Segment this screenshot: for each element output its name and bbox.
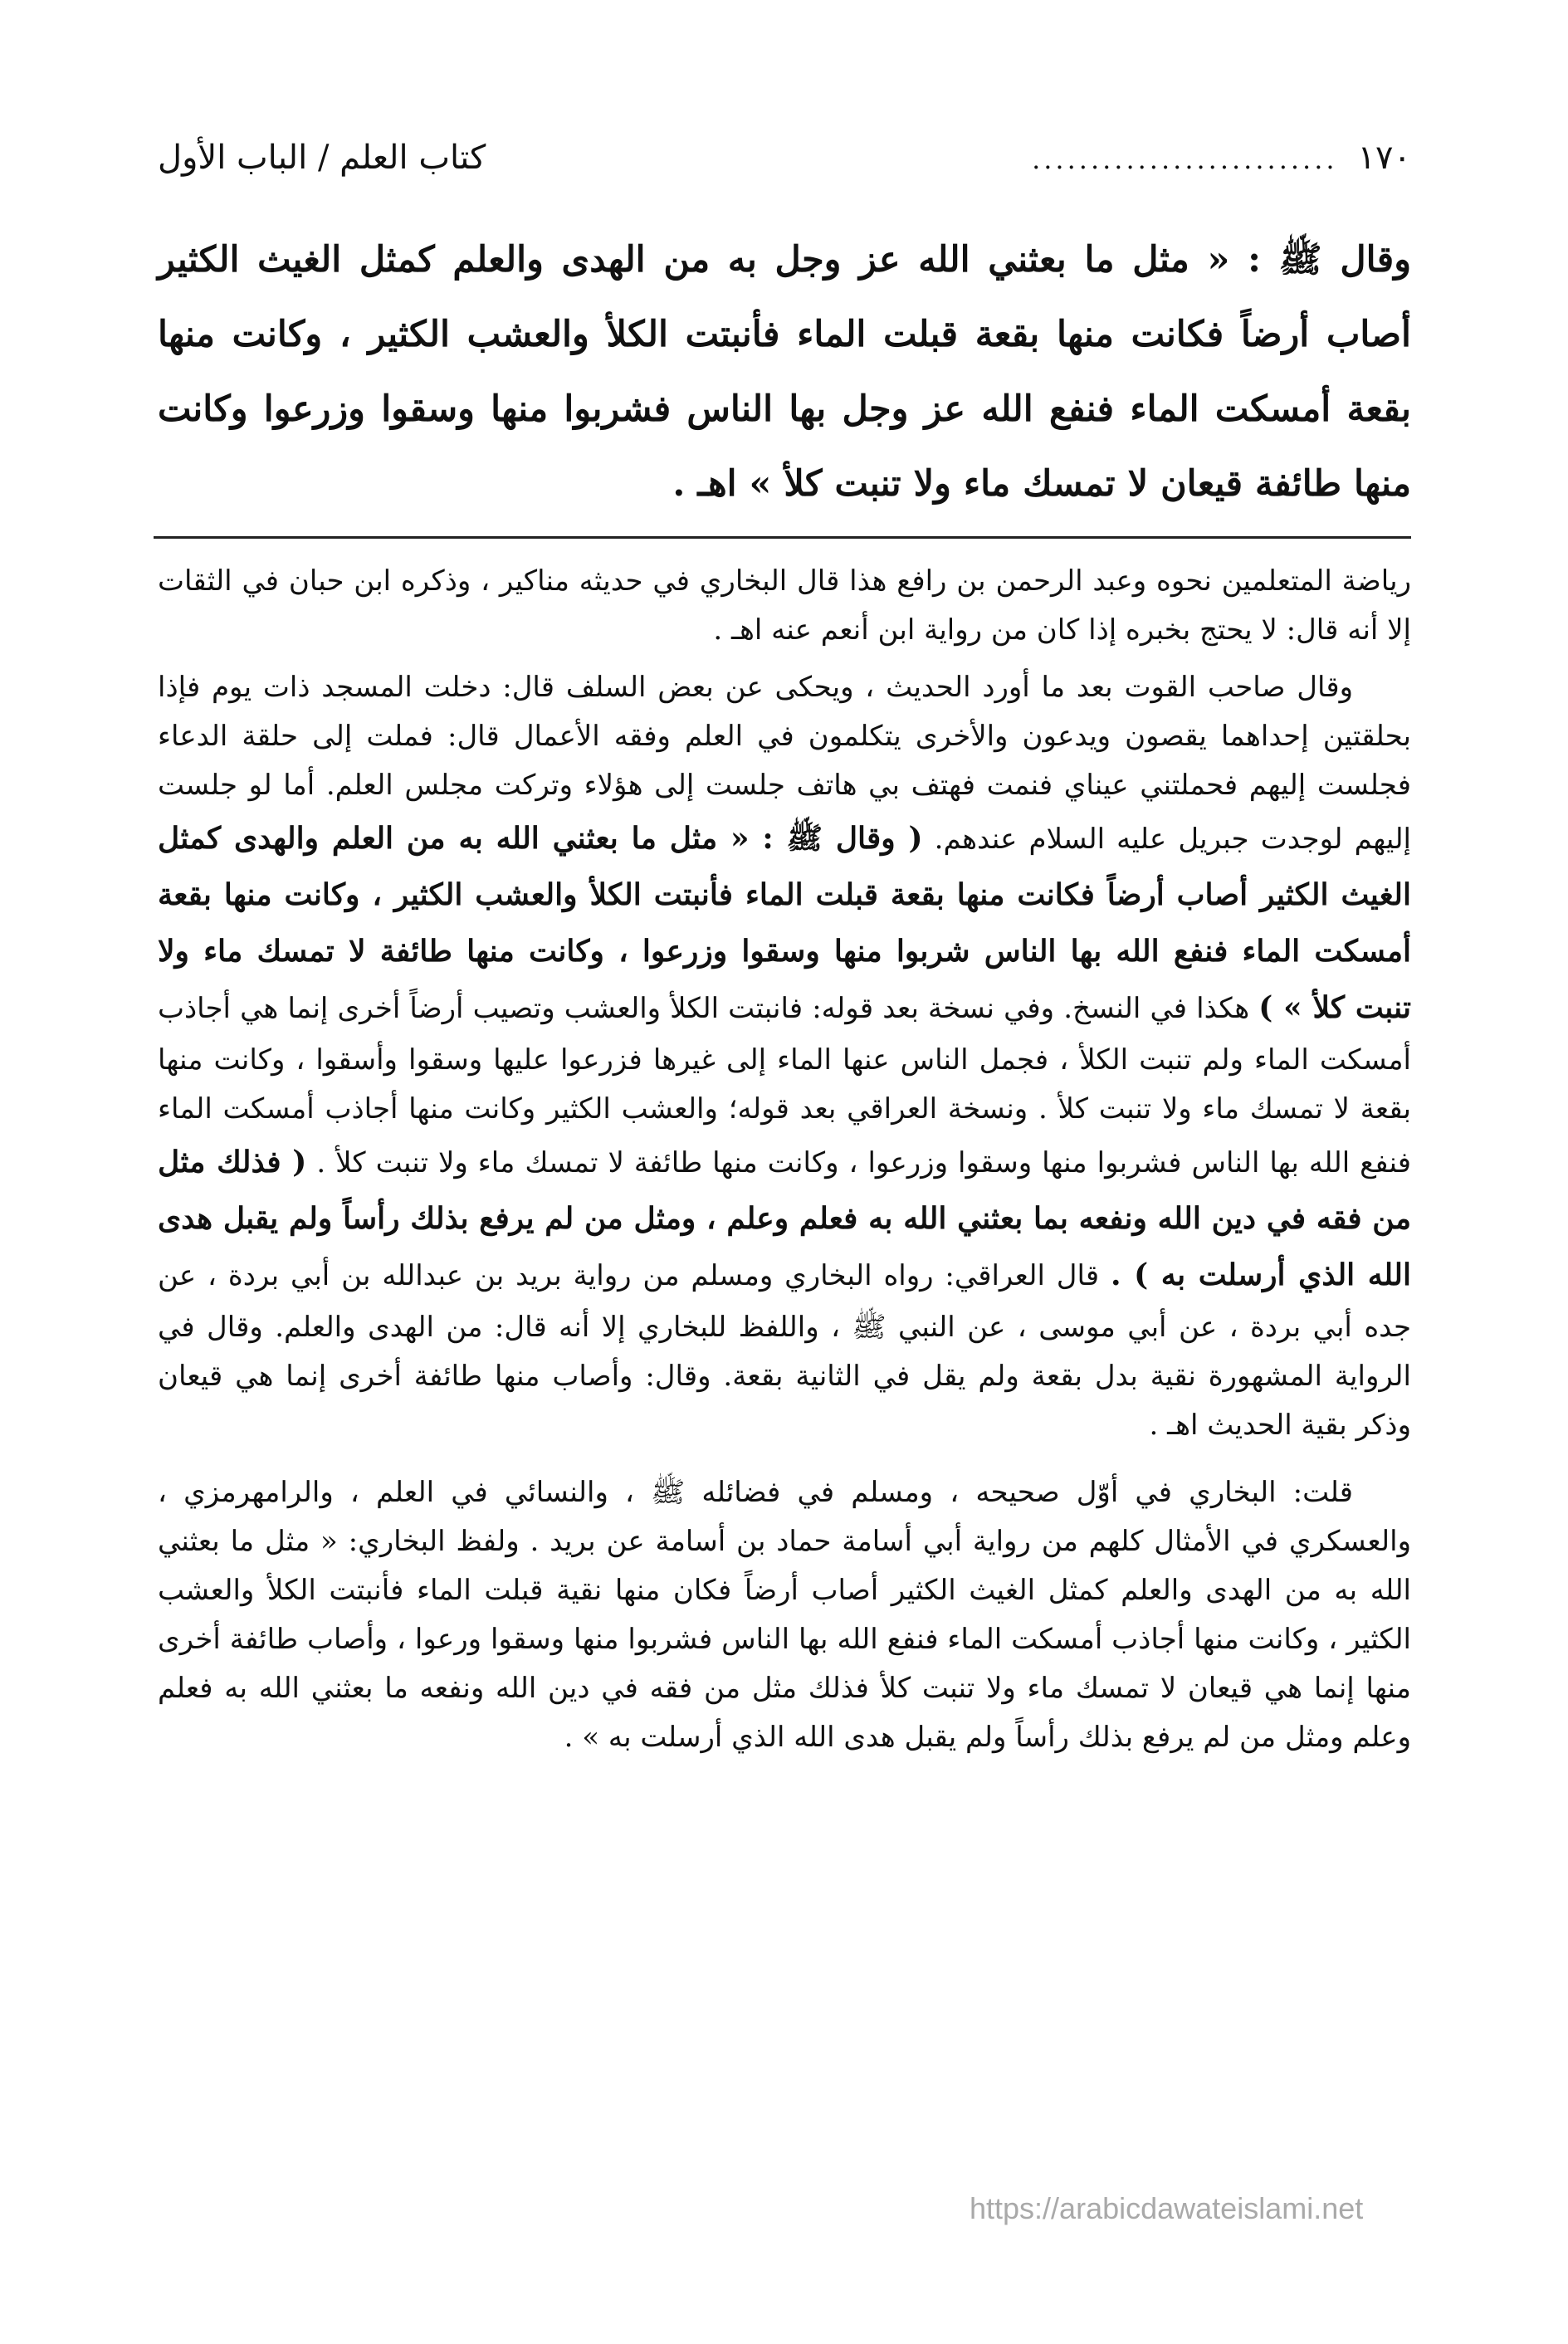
hadith-conclusion: ( فذلك مثل من فقه في دين الله ونفعه بما بعثني الله به فعلم وعلم ، ومثل من لم يرفع بذلك رأساً ولم يقبل هدى الله الذي أرسلت به ) . bbox=[158, 1145, 1411, 1292]
chapter-title: كتاب العلم / الباب الأول bbox=[158, 139, 486, 177]
footnote-divider bbox=[154, 536, 1411, 539]
commentary-paragraph-2 bbox=[158, 663, 1411, 1450]
book-page bbox=[158, 133, 1411, 1775]
main-text: وقال ﷺ : « مثل ما بعثني الله عز وجل به من الهدى والعلم كمثل الغيث الكثير أصاب أرضاً فكانت منها بقعة قبلت الماء فأنبتت الكلأ والعشب الكثير ، وكانت منها بقعة أمسكت الماء فنفع الله عز وجل بها الناس فشربوا منها وسقوا وزرعوا وكانت منها طائفة قيعان لا تمسك ماء ولا تنبت كلأ » اهـ . bbox=[158, 239, 1411, 505]
commentary-paragraph-3: قلت: البخاري في أوّل صحيحه ، ومسلم في فضائله ﷺ ، والنسائي في العلم ، والرامهرمزي ، والعسكري في الأمثال كلهم من رواية أبي أسامة حماد بن أسامة عن بريد . ولفظ البخاري: « مثل ما بعثني الله به من الهدى والعلم كمثل الغيث الكثير أصاب أرضاً فكان منها نقية قبلت الماء فأنبتت الكلأ والعشب الكثير ، وكانت منها أجاذب أمسكت الماء فنفع الله بها الناس فشربوا منها وسقوا ورعوا ، وأصاب طائفة أخرى منها إنما هي قيعان لا تمسك ماء ولا تنبت كلأ فذلك مثل من فقه في دين الله ونفعه ما بعثني الله به فعلم وعلم ومثل من لم يرفع بذلك رأساً ولم يقبل هدى الله الذي أرسلت به » . bbox=[158, 1476, 1411, 1754]
commentary-paragraph-1: رياضة المتعلمين نحوه وعبد الرحمن بن رافع هذا قال البخاري في حديثه مناكير ، وذكره ابن حبان في الثقات إلا أنه قال: لا يحتج بخبره إذا كان من رواية ابن أنعم عنه اهـ . bbox=[158, 564, 1411, 647]
paragraph-2-commentary: هكذا في النسخ. وفي نسخة بعد قوله: فانبتت الكلأ والعشب وتصيب أرضاً أخرى إنما هي أجاذب أمسكت الماء ولم تنبت الكلأ ، فجمل الناس عنها الماء إلى غيرها فزرعوا عليها وسقوا وأسقوا ، وكانت منها بقعة لا تمسك ماء ولا تنبت كلأ . ونسخة العراقي بعد قوله؛ والعشب الكثير وكانت منها أجاذب أمسكت الماء فنفع الله بها الناس فشربوا منها وسقوا وزرعوا ، وكانت منها طائفة لا تمسك ماء ولا تنبت كلأ . bbox=[158, 992, 1411, 1179]
watermark: https://arabicdawateislami.net bbox=[970, 2191, 1364, 2225]
header-leader-dots: .......................... bbox=[1032, 144, 1338, 175]
paragraph-2-text: وقال صاحب القوت بعد ما أورد الحديث ، ويحكى عن بعض السلف قال: دخلت المسجد ذات يوم فإذا بحلقتين إحداهما يقصون ويدعون والأخرى يتكلمون في العلم وفقه الأعمال قال: فملت إلى حلقة الدعاء فجلست إليهم فحملتني عيناي فنمت فهتف بي هاتف جلست إلى هؤلاء وتركت مجلس العلم. أما لو جلست إليهم لوجدت جبريل عليه السلام عندهم. bbox=[158, 671, 1412, 856]
commentary bbox=[158, 557, 1411, 1762]
page-number: ١٧٠ bbox=[1357, 139, 1411, 177]
running-header bbox=[158, 133, 1411, 183]
iraqi-note: قال العراقي: رواه البخاري ومسلم من رواية بريد بن عبدالله بن أبي بردة ، عن جده أبي بردة ، عن أبي موسى ، عن النبي ﷺ ، واللفظ للبخاري إلا أنه قال: من الهدى والعلم. وقال في الرواية المشهورة نقية بدل بقعة ولم يقل في الثانية بقعة. وقال: وأصاب منها طائفة أخرى إنما هي قيعان وذكر بقية الحديث اهـ . bbox=[158, 1259, 1411, 1442]
hadith-quote: ( وقال ﷺ : « مثل ما بعثني الله به من العلم والهدى كمثل الغيث الكثير أصاب أرضاً فكانت منها بقعة قبلت الماء فأنبتت الكلأ والعشب الكثير ، وكانت منها بقعة أمسكت الماء فنفع الله بها الناس شربوا منها وسقوا وزرعوا ، وكانت منها طائفة لا تمسك ماء ولا تنبت كلأ » ) bbox=[158, 821, 1411, 1025]
